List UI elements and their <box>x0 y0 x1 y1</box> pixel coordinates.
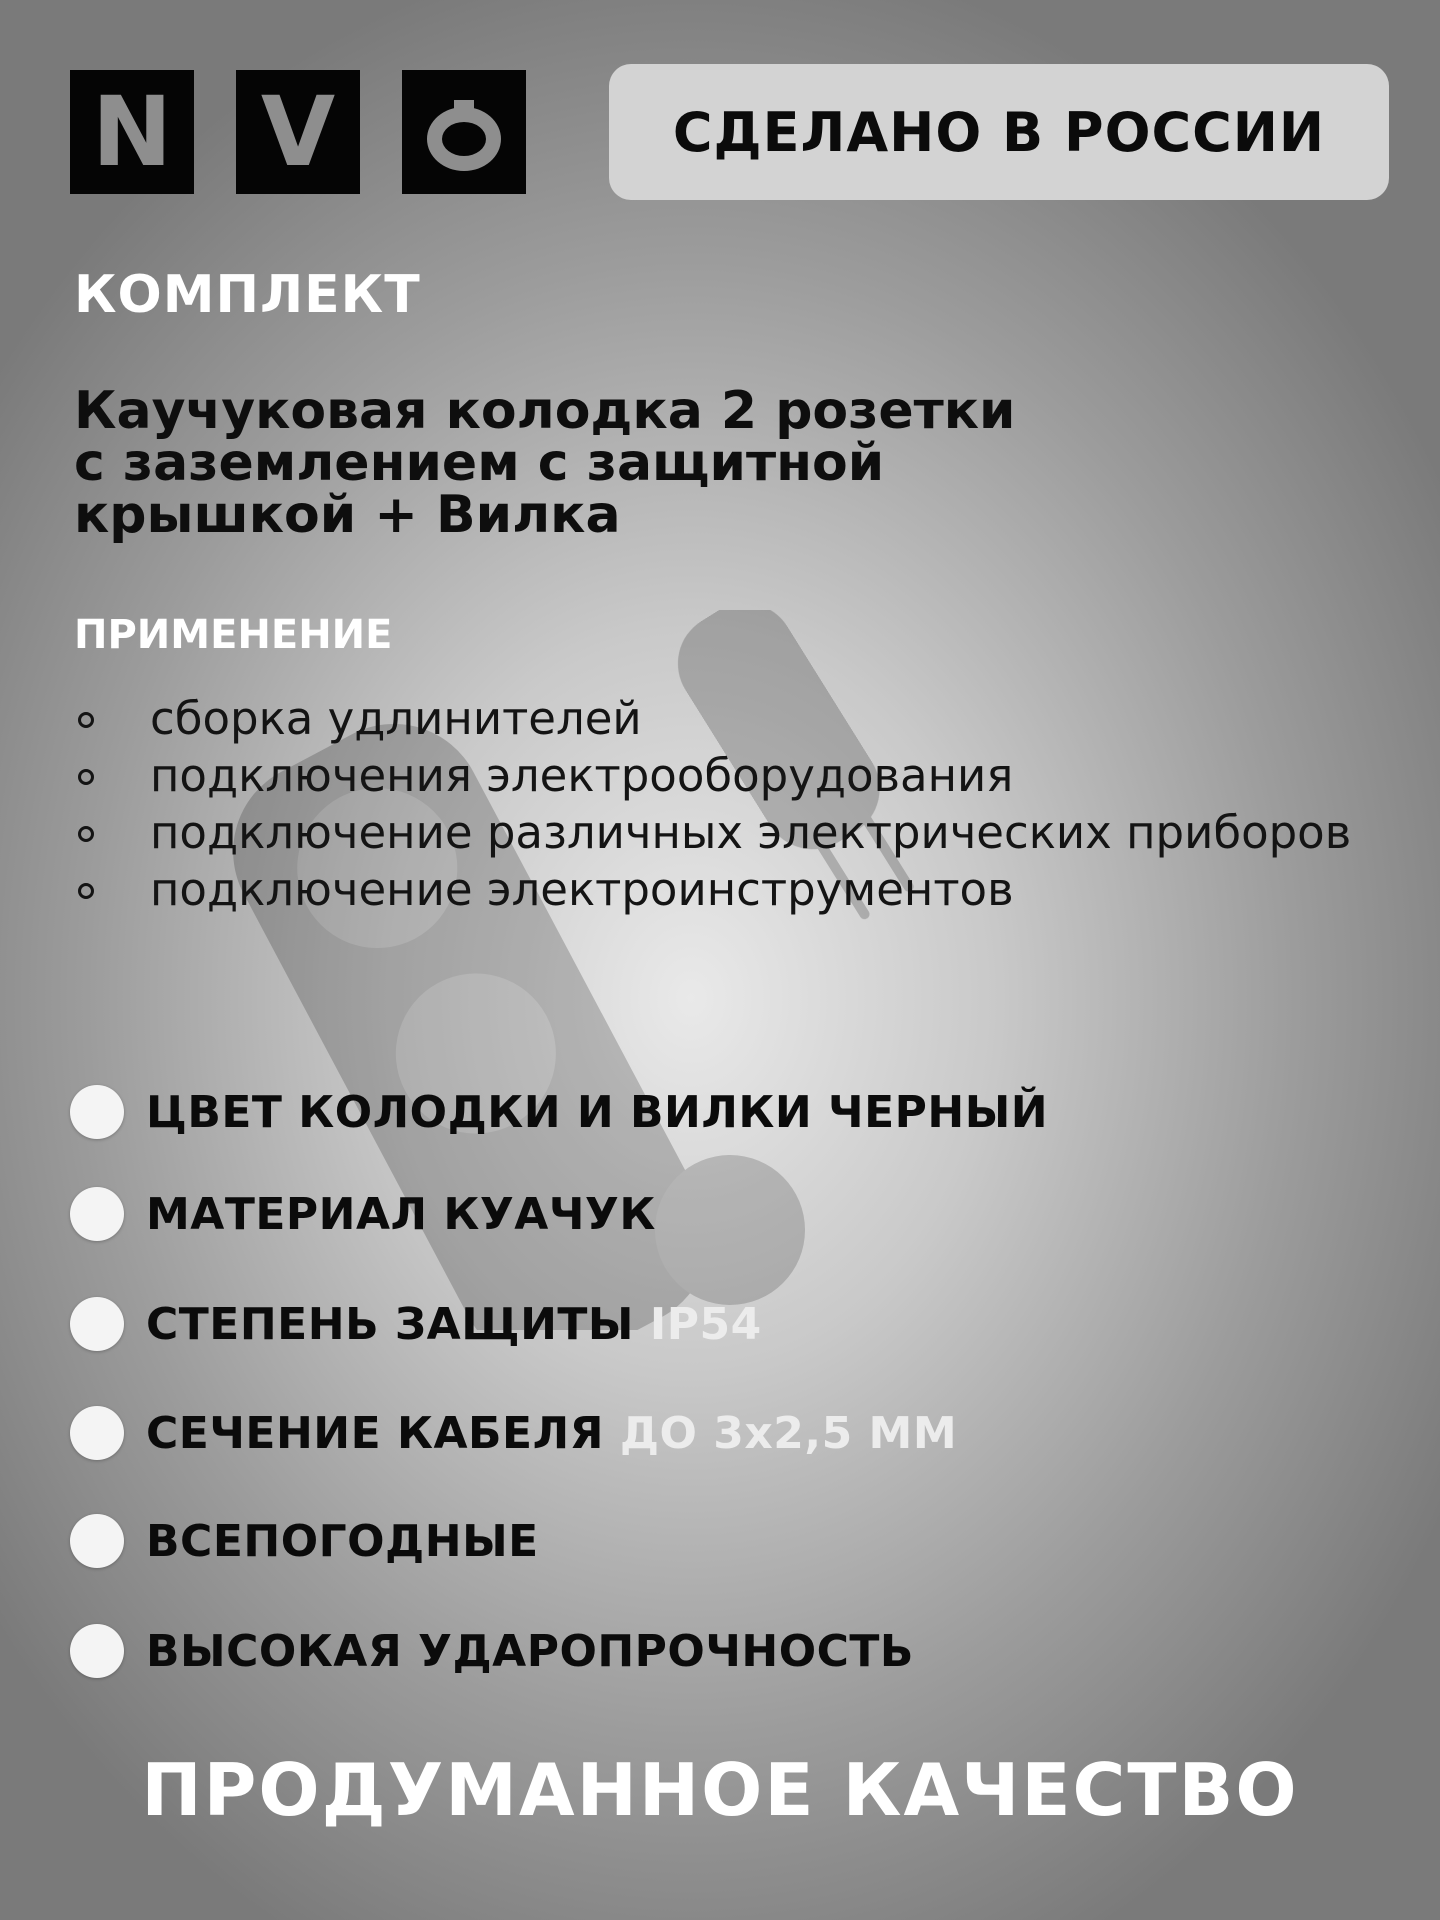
kit-description-line: крышкой + Вилка <box>74 485 621 545</box>
feature-label: ЦВЕТ КОЛОДКИ И ВИЛКИ ЧЕРНЫЙ <box>146 1086 1049 1138</box>
feature-impact <box>70 1624 914 1678</box>
usage-heading: ПРИМЕНЕНИЕ <box>74 612 393 658</box>
feature-color <box>70 1085 1048 1139</box>
kit-heading: КОМПЛЕКТ <box>74 265 421 325</box>
brand-logo <box>70 70 526 194</box>
logo-letter-v: V <box>236 70 360 194</box>
kit-description-line: Каучуковая колодка 2 розетки <box>74 381 1016 441</box>
quality-tagline: ПРОДУМАННОЕ КАЧЕСТВО <box>141 1748 1299 1832</box>
circle-bullet-icon <box>70 1406 124 1460</box>
feature-label: СЕЧЕНИЕ КАБЕЛЯ <box>146 1407 605 1459</box>
circle-bullet-icon <box>70 1297 124 1351</box>
list-item: подключение различных электрических приборов <box>74 804 1390 861</box>
made-in-russia-badge: СДЕЛАНО В РОССИИ <box>609 64 1389 200</box>
circle-bullet-icon <box>70 1624 124 1678</box>
circle-bullet-icon <box>70 1085 124 1139</box>
feature-label: ВЫСОКАЯ УДАРОПРОЧНОСТЬ <box>146 1625 914 1677</box>
bullet-icon <box>78 826 94 842</box>
feature-material <box>70 1187 656 1241</box>
bullet-icon <box>78 712 94 728</box>
logo-o-mark <box>427 107 501 171</box>
logo-letter-n: N <box>70 70 194 194</box>
bullet-icon <box>78 769 94 785</box>
kit-description-line: с заземлением с защитной <box>74 433 885 493</box>
feature-label: ВСЕПОГОДНЫЕ <box>146 1515 539 1567</box>
feature-weather <box>70 1514 539 1568</box>
feature-protection <box>70 1297 762 1351</box>
list-item: сборка удлинителей <box>74 690 1374 747</box>
feature-value: IP54 <box>649 1298 762 1350</box>
feature-label: МАТЕРИАЛ КУАЧУК <box>146 1188 656 1240</box>
feature-label: СТЕПЕНЬ ЗАЩИТЫ <box>146 1298 634 1350</box>
circle-bullet-icon <box>70 1514 124 1568</box>
kit-description <box>74 381 1274 545</box>
usage-list <box>74 690 1374 918</box>
feature-cable <box>70 1406 957 1460</box>
bullet-icon <box>78 883 94 899</box>
circle-bullet-icon <box>70 1187 124 1241</box>
feature-value: ДО 3х2,5 ММ <box>619 1407 958 1459</box>
list-item: подключение электроинструментов <box>74 861 1374 918</box>
list-item: подключения электрооборудования <box>74 747 1374 804</box>
logo-letter-o <box>402 70 526 194</box>
